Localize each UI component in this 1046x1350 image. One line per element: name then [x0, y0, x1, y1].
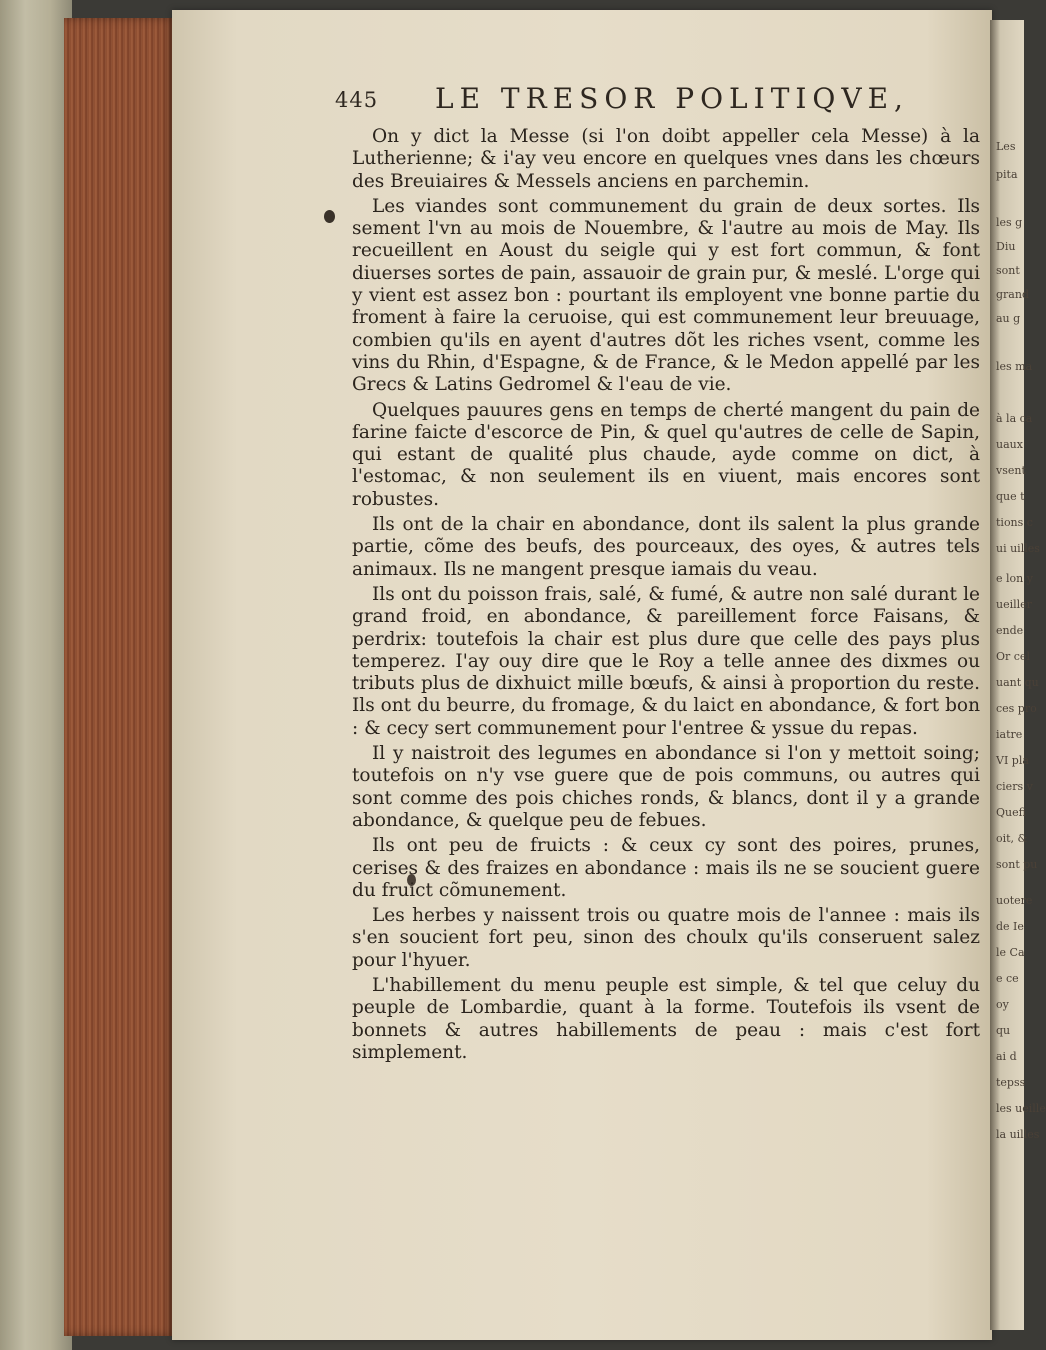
facing-page-fragment: le Ca	[996, 946, 1025, 959]
facing-page-fragment: que t	[996, 490, 1025, 503]
facing-page-fragment: pita	[996, 168, 1018, 181]
facing-page-fragment: tepss	[996, 1076, 1026, 1089]
paragraph-messe: On y dict la Messe (si l'on doibt appeller cela Messe) à la Lutherienne; & i'ay veu encore en quelques vnes dans les chœurs des Breuiaires & Messels anciens en parchemin.	[352, 126, 980, 192]
facing-page-fragment: qu	[996, 1024, 1011, 1037]
facing-page-fragment: oy	[996, 998, 1009, 1011]
page-header	[335, 82, 975, 122]
facing-page-fragment: e lon y	[996, 572, 1033, 585]
facing-page-fragment: de Ie	[996, 920, 1024, 933]
facing-page-fragment: Diu	[996, 240, 1016, 253]
facing-page-fragment: les g	[996, 216, 1023, 229]
facing-page-fragment: grand	[996, 288, 1029, 301]
facing-page-fragment: sont pu	[996, 858, 1038, 871]
facing-page-fragment: e ce	[996, 972, 1019, 985]
facing-page-fragment: oit, &	[996, 832, 1028, 845]
page-edges	[64, 18, 176, 1336]
facing-page-fragment: vsent	[996, 464, 1026, 477]
paragraph-legumes: Il y naistroit des legumes en abondance si l'on y mettoit soing; toutefois on n'y vse guere que de pois communs, ou autres qui sont comme des pois chiches ronds, & blancs, dont il y a grande abondance, & quelque peu de febues.	[352, 743, 980, 831]
facing-page-fragment: ces pro	[996, 702, 1037, 715]
facing-page-fragment: la uilles	[996, 1128, 1040, 1141]
facing-page-fragment: VI pla	[996, 754, 1029, 767]
page-number: 445	[335, 88, 379, 112]
facing-page-fragment: Quefi	[996, 806, 1026, 819]
paragraph-chair: Ils ont de la chair en abondance, dont ils salent la plus grande partie, cõme des beufs, des pourceaux, des oyes, & autres tels animaux. Ils ne mangent presque iamais du veau.	[352, 514, 980, 580]
facing-page-fragment: sont	[996, 264, 1020, 277]
facing-page-fragment: ende	[996, 624, 1024, 637]
facing-page-fragment: iatre	[996, 728, 1023, 741]
body-text	[352, 126, 980, 1067]
facing-page-fragment: les ueille	[996, 1102, 1046, 1115]
paragraph-pauures-gens: Quelques pauures gens en temps de cherté mangent du pain de farine faicte d'escorce de Pin, & quel qu'autres de celle de Sapin, qui estant de qualité plus chaude, ayde comme on dict, à l'estomac, & non seulement ils en viuent, mais encores sont robustes.	[352, 399, 980, 510]
facing-page-fragment: uaux	[996, 438, 1023, 451]
paragraph-herbes: Les herbes y naissent trois ou quatre mois de l'annee : mais ils s'en soucient fort peu, sinon des choulx qu'ils conseruent salez pour l'hyuer.	[352, 905, 980, 971]
facing-page-fragment: uant qu	[996, 676, 1039, 689]
facing-page-edge	[990, 20, 1046, 1330]
paragraph-poisson: Ils ont du poisson frais, salé, & fumé, & autre non salé durant le grand froid, en abondance, & pareillement force Faisans, & perdrix: toutefois la chair est plus dure que celle des pays plus temperez. I'ay ouy dire que le Roy a telle annee des dixmes ou tributs plus de dixhuict mille bœufs, & ainsi à proportion du reste. Ils ont du beurre, du fromage, & du laict en abondance, & fort bon : & cecy sert communement pour l'entree & yssue du repas.	[352, 583, 980, 739]
facing-page-fragment: ui uilles	[996, 542, 1040, 555]
ink-blot	[324, 210, 335, 223]
facing-page-fragment: tions c	[996, 516, 1033, 529]
paragraph-habillement: L'habillement du menu peuple est simple, & tel que celuy du peuple de Lombardie, quant à la forme. Toutefois ils vsent de bonnets & autres habillements de peau : mais c'est fort simplement.	[352, 974, 980, 1063]
facing-page-fragment: au g	[996, 312, 1021, 325]
facing-page-fragment: Les	[996, 140, 1016, 153]
facing-page-fragment: les ma	[996, 360, 1033, 373]
facing-page-fragment: ai d	[996, 1050, 1017, 1063]
book-binding	[0, 0, 72, 1350]
facing-page-fragment: ciers v	[996, 780, 1033, 793]
facing-page-fragment: ueiller	[996, 598, 1032, 611]
facing-page-fragment: Or cel	[996, 650, 1030, 663]
paragraph-viandes: Les viandes sont communement du grain de deux sortes. Ils sement l'vn au mois de Nouembre, & l'autre au mois de May. Ils recueillent en Aoust du seigle qui y est fort commun, & font diuerses sortes de pain, assauoir de grain pur, & meslé. L'orge qui y vient est assez bon : pourtant ils employent vne bonne partie du froment à faire la ceruoise, qui est communement leur breuuage, combien qu'ils en ayent d'autres dõt les riches vsent, comme les vins du Rhin, d'Espagne, & de France, & le Medon appellé par les Grecs & Latins Gedromel & l'eau de vie.	[352, 195, 980, 396]
facing-page-fragment: à la ca	[996, 412, 1033, 425]
running-title: LE TRESOR POLITIQVE,	[435, 82, 909, 115]
facing-page-fragment: uotere	[996, 894, 1033, 907]
paragraph-fruicts: Ils ont peu de fruicts : & ceux cy sont des poires, prunes, cerises & des fraizes en abondance : mais ils ne se soucient guere du fruict cõmunement.	[352, 835, 980, 901]
